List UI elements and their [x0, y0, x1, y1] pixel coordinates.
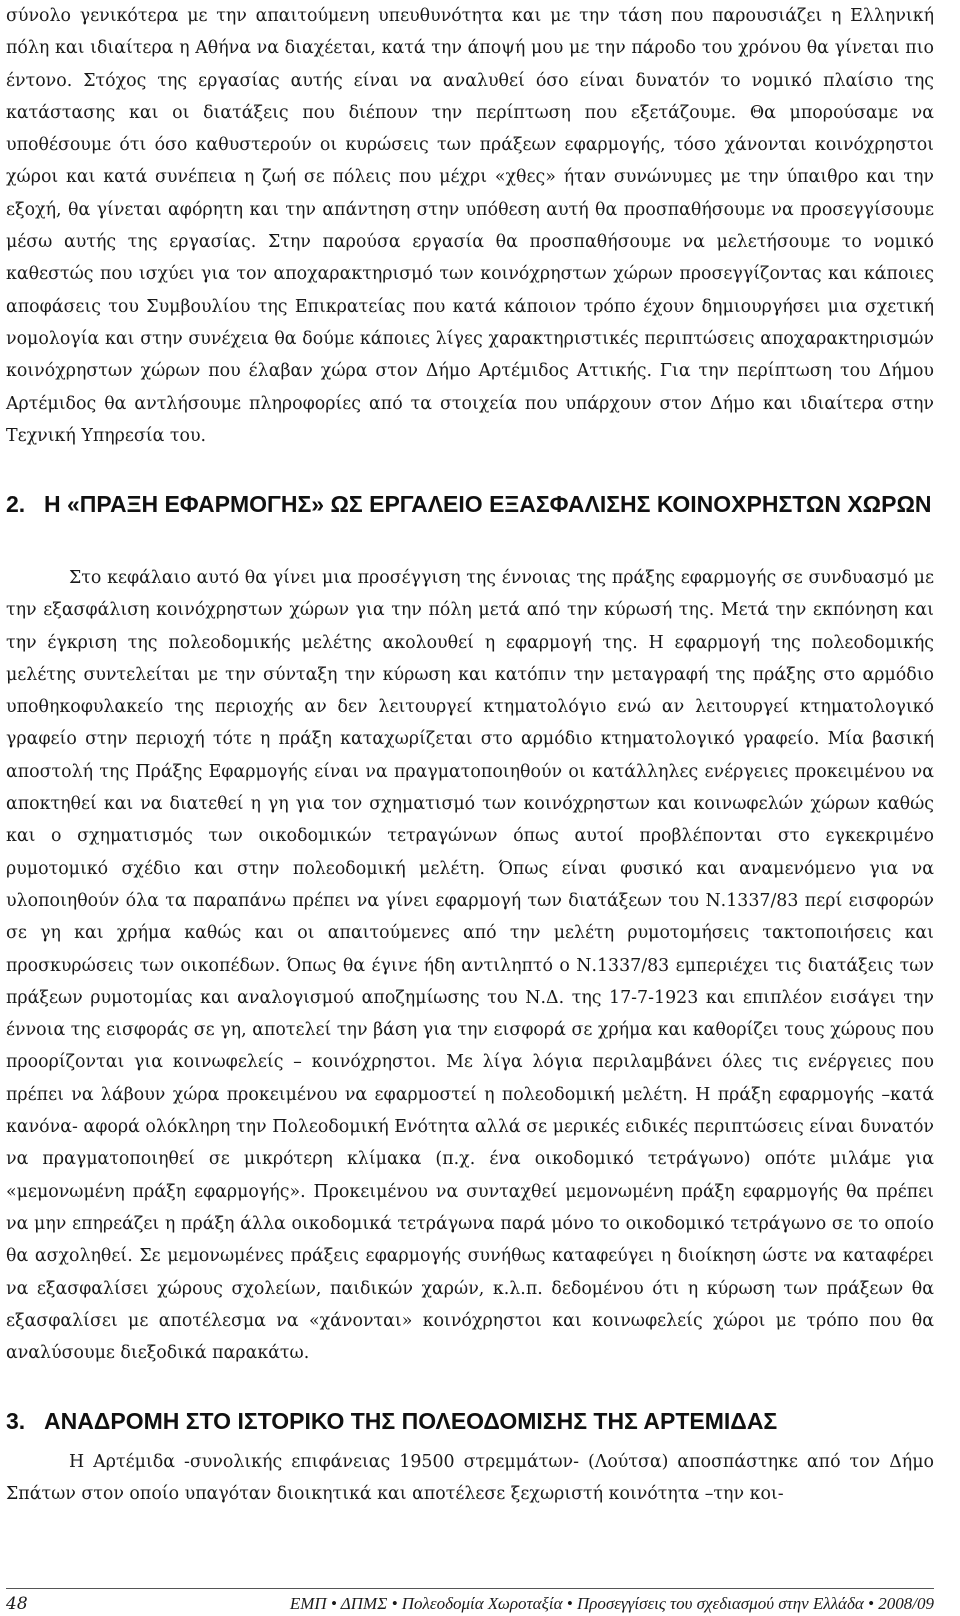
section-title-2: Η «ΠΡΑΞΗ ΕΦΑΡΜΟΓΗΣ» ΩΣ ΕΡΓΑΛΕΙΟ ΕΞΑΣΦΑΛΙΣΗΣ ΚΟΙΝΟΧΡΗΣΤΩΝ ΧΩΡΩΝ [44, 491, 932, 517]
section-heading-2 [6, 487, 934, 521]
section-heading-3 [6, 1404, 934, 1438]
footer-divider [6, 1588, 934, 1589]
paragraph-section-3: Η Αρτέμιδα -συνολικής επιφάνειας 19500 στρεμμάτων- (Λούτσα) αποσπάστηκε από τον Δήμο Σπάτων στον οποίο υπαγόταν διοικητικά και αποτέλεσε ξεχωριστή κοινότητα –την κοι- [6, 1452, 934, 1505]
section-title-3: ΑΝΑΔΡΟΜΗ ΣΤΟ ΙΣΤΟΡΙΚΟ ΤΗΣ ΠΟΛΕΟΔΟΜΙΣΗΣ ΤΗΣ ΑΡΤΕΜΙΔΑΣ [44, 1408, 778, 1434]
page-footer [0, 1570, 960, 1616]
page-number: 48 [6, 1594, 28, 1614]
section-number-2: 2. [6, 491, 26, 517]
paragraph-intro: σύνολο γενικότερα με την απαιτούμενη υπευθυνότητα και με την τάση που παρουσιάζει η Ελληνική πόλη και ιδιαίτερα η Αθήνα να διαχέεται, κατά την άποψή μου με την πάροδο του χρόνου θα γίνεται πιο έντονο. Στόχος της εργασίας αυτής είναι να αναλυθεί όσο είναι δυνατόν το νομικό πλαίσιο της κατάστασης και οι διατάξεις που διέπουν την περίπτωση που εξετάζουμε. Θα μπορούσαμε να υποθέσουμε ότι όσο καθυστερούν οι κυρώσεις των πράξεων εφαρμογής, τόσο χάνονται κοινόχρηστοι χώροι και κατά συνέπεια η ζωή σε πόλεις που μέχρι «χθες» ήταν συνώνυμες με την ύπαιθρο και την εξοχή, θα γίνεται αφόρητη και την απάντηση στην υπόθεση αυτή θα προσπαθήσουμε να προσεγγίσουμε μέσω αυτής της εργασίας. Στην παρούσα εργασία θα προσπαθήσουμε να μελετήσουμε το νομικό καθεστώς που ισχύει για τον αποχαρακτηρισμό των κοινόχρηστων χώρων προσεγγίζοντας και κάποιες αποφάσεις του Συμβουλίου της Επικρατείας που κατά κάποιον τρόπο έχουν δημιουργήσει μια σχετική νομολογία και στην συνέχεια θα δούμε κάποιες λίγες χαρακτηριστικές περιπτώσεις αποχαρακτηρισμών κοινόχρηστων χώρων που έλαβαν χώρα στον Δήμο Αρτέμιδος Αττικής. Για την περίπτωση του Δήμου Αρτέμιδος θα αντλήσουμε πληροφορίες από τα στοιχεία που υπάρχουν στον Δήμο και ιδιαίτερα στην Τεχνική Υπηρεσία του. [6, 6, 934, 446]
running-footer-title: ΕΜΠ • ΔΠΜΣ • Πολεοδομία Χωροταξία • Προσεγγίσεις του σχεδιασμού στην Ελλάδα • 2008/09 [289, 1594, 934, 1613]
section-number-3: 3. [6, 1408, 26, 1434]
paragraph-section-2: Στο κεφάλαιο αυτό θα γίνει μια προσέγγιση της έννοιας της πράξης εφαρμογής σε συνδυασμό με την εξασφάλιση κοινόχρηστων χώρων για την πόλη μετά από την κύρωσή της. Μετά την εκπόνηση και την έγκριση της πολεοδομικής μελέτης ακολουθεί η εφαρμογή της. Η εφαρμογή της πολεοδομικής μελέτης συντελείται με την σύνταξη την κύρωση και κατόπιν την μεταγραφή της πράξης στο αρμόδιο υποθηκοφυλακείο της περιοχής αν δεν λειτουργεί κτηματολόγιο ενώ αν λειτουργεί κτηματολογικό γραφείο στην περιοχή τότε η πράξη καταχωρίζεται στο αρμόδιο κτηματολογικό γραφείο. Μία βασική αποστολή της Πράξης Εφαρμογής είναι να πραγματοποιηθούν οι κατάλληλες ενέργειες προκειμένου να αποκτηθεί και να διατεθεί η γη για τον σχηματισμό των κοινόχρηστων και κοινωφελών χώρων καθώς και ο σχηματισμός των οικοδομικών τετραγώνων όπως αυτοί προβλέπονται στο εγκεκριμένο ρυμοτομικό σχέδιο και στην πολεοδομική μελέτη. Όπως είναι φυσικό και αναμενόμενο για να υλοποιηθούν όλα τα παραπάνω πρέπει να γίνει εφαρμογή των διατάξεων του Ν.1337/83 περί εισφορών σε γη και χρήμα καθώς και οι απαιτούμενες από την μελέτη ρυμοτομήσεις τακτοποιήσεις και προσκυρώσεις των οικοπέδων. Όπως θα έγινε ήδη αντιληπτό ο Ν.1337/83 εμπεριέχει τις διατάξεις των πράξεων ρυμοτομίας και αναλογισμού αποζημίωσης του Ν.Δ. της 17-7-1923 και επιπλέον εισάγει την έννοια της εισφοράς σε γη, αποτελεί την βάση για την εισφορά σε χρήμα και καθορίζει τους χώρους που προορίζονται για κοινωφελείς – κοινόχρηστοι. Με λίγα λόγια περιλαμβάνει όλες τις ενέργειες που πρέπει να λάβουν χώρα προκειμένου να εφαρμοστεί η πολεοδομική μελέτη. Η πράξη εφαρμογής –κατά κανόνα- αφορά ολόκληρη την Πολεοδομική Ενότητα αλλά σε μερικές ειδικές περιπτώσεις είναι δυνατόν να πραγματοποιηθεί σε μικρότερη κλίμακα (π.χ. ένα οικοδομικό τετράγωνο) οπότε μιλάμε για «μεμονωμένη πράξη εφαρμογής». Προκειμένου να συνταχθεί μεμονωμένη πράξη εφαρμογής θα πρέπει να μην επηρεάζει η πράξη άλλα οικοδομικά τετράγωνα παρά μόνο το οικοδομικό τετράγωνο σε το οποίο θα ασχοληθεί. Σε μεμονωμένες πράξεις εφαρμογής συνήθως καταφεύγει η διοίκηση ώστε να καταφέρει να εξασφαλίσει χώρους σχολείων, παιδικών χαρών, κ.λ.π. δεδομένου ότι η κύρωση των πράξεων θα εξασφαλίσει με αποτέλεσμα να «χάνονται» κοινόχρηστοι και κοινωφελείς χώροι με τρόπο που θα αναλύσουμε διεξοδικά παρακάτω. [6, 568, 934, 1364]
